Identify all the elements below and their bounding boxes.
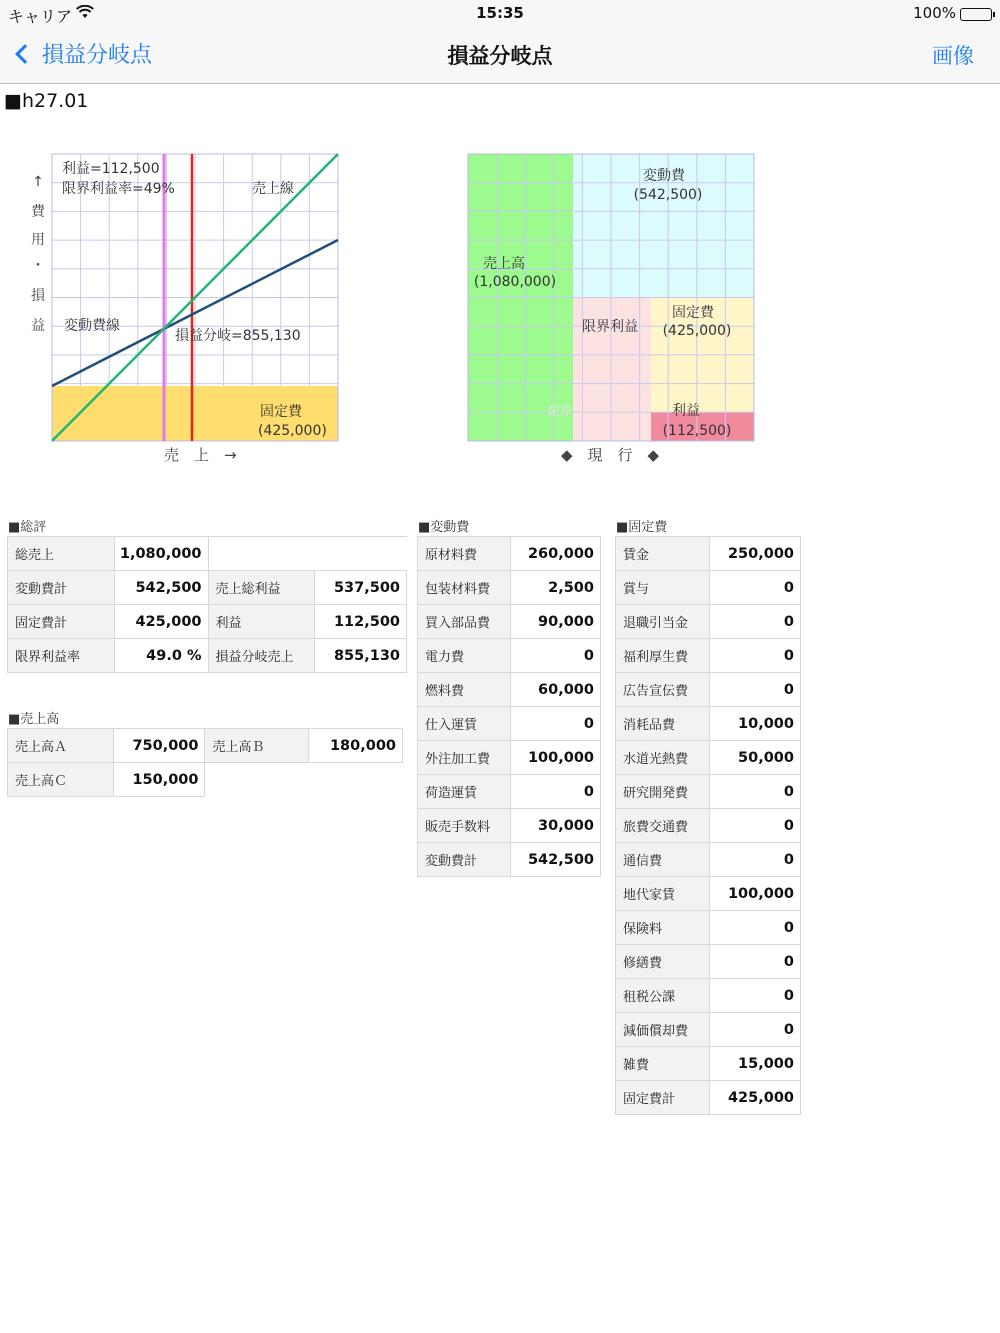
fixed-cost-label: 固定費 — [672, 305, 714, 321]
row-value: 0 — [710, 979, 801, 1013]
row-label: 広告宣伝費 — [616, 673, 710, 707]
table-row — [616, 877, 801, 911]
row-value: 0 — [511, 775, 601, 809]
row-value: 0 — [710, 843, 801, 877]
table-row — [616, 1013, 801, 1047]
row-label: 買入部品費 — [418, 605, 511, 639]
row-value: 855,130 — [315, 639, 407, 673]
table-row — [616, 911, 801, 945]
sales-line-label: 売上線 — [252, 181, 294, 197]
back-button-label: 損益分岐点 — [42, 43, 153, 68]
sales-label: 売上高 — [483, 256, 525, 272]
variable-cost-line-label: 変動費線 — [64, 318, 120, 334]
table-row — [8, 639, 407, 673]
row-value: 0 — [710, 945, 801, 979]
summary-table — [7, 536, 407, 673]
row-label: 固定費計 — [616, 1081, 710, 1115]
row-label: 研究開発費 — [616, 775, 710, 809]
row-value: 425,000 — [710, 1081, 801, 1115]
row-label: 仕入運賃 — [418, 707, 511, 741]
faint-margin-label: 限界 — [547, 404, 573, 418]
breakeven-annotation: 損益分岐=855,130 — [175, 328, 301, 344]
profit-value: (112,500) — [662, 423, 732, 439]
row-label: 減価償却費 — [616, 1013, 710, 1047]
row-label: 変動費計 — [418, 843, 511, 877]
row-label: 電力費 — [418, 639, 511, 673]
row-value: 2,500 — [511, 571, 601, 605]
table-row — [616, 1047, 801, 1081]
sales-table — [7, 728, 403, 797]
table-row — [418, 809, 601, 843]
margin-label: 限界利益 — [582, 319, 638, 335]
sales-b-value: 180,000 — [309, 729, 403, 763]
table-row — [616, 707, 801, 741]
period-label: ■h27.01 — [4, 90, 89, 112]
row-label: 地代家賃 — [616, 877, 710, 911]
table-row — [616, 605, 801, 639]
total-sales-value: 1,080,000 — [114, 537, 208, 571]
row-label: 固定費計 — [8, 605, 115, 639]
fixed-cost-label: 固定費 — [260, 404, 302, 420]
battery-icon — [960, 8, 992, 21]
row-label: 燃料費 — [418, 673, 511, 707]
row-label: 通信費 — [616, 843, 710, 877]
variable-cost-label: 変動費 — [643, 168, 685, 184]
sales-a-label: 売上高Ａ — [8, 729, 114, 763]
row-label: 包装材料費 — [418, 571, 511, 605]
table-row — [616, 1081, 801, 1115]
sales-c-label: 売上高Ｃ — [8, 763, 114, 797]
sales-a-value: 750,000 — [113, 729, 205, 763]
table-row — [8, 763, 403, 797]
row-label: 賞与 — [616, 571, 710, 605]
variable-cost-value: (542,500) — [633, 187, 703, 203]
row-label: 販売手数料 — [418, 809, 511, 843]
row-label: 売上総利益 — [208, 571, 315, 605]
row-value: 542,500 — [511, 843, 601, 877]
y-axis-label-char: 用 — [31, 232, 45, 248]
y-axis-label — [31, 174, 46, 334]
row-label: 修繕費 — [616, 945, 710, 979]
row-value: 100,000 — [511, 741, 601, 775]
row-label: 損益分岐売上 — [208, 639, 315, 673]
row-value: 90,000 — [511, 605, 601, 639]
sales-section-label: ■売上高 — [8, 712, 60, 727]
row-value: 0 — [710, 571, 801, 605]
sales-b-label: 売上高Ｂ — [205, 729, 309, 763]
clock: 15:35 — [476, 4, 524, 22]
cost-composition-chart — [460, 140, 770, 470]
fixed-costs-table — [615, 536, 801, 1115]
x-axis-label: 売 上 → — [164, 446, 237, 464]
row-value: 0 — [710, 911, 801, 945]
row-label: 荷造運賃 — [418, 775, 511, 809]
row-label: 福利厚生費 — [616, 639, 710, 673]
table-row — [418, 537, 601, 571]
fixed-cost-value: (425,000) — [258, 423, 327, 439]
profit-annotation: 利益=112,500 — [62, 161, 160, 177]
total-sales-label: 総売上 — [8, 537, 115, 571]
table-row — [418, 571, 601, 605]
table-row — [616, 537, 801, 571]
table-row — [616, 673, 801, 707]
table-row — [616, 945, 801, 979]
row-value: 425,000 — [114, 605, 208, 639]
row-value: 250,000 — [710, 537, 801, 571]
y-axis-label-char: 損 — [31, 288, 45, 304]
row-label: 退職引当金 — [616, 605, 710, 639]
row-value: 260,000 — [511, 537, 601, 571]
variable-costs-table — [417, 536, 601, 877]
fixed-cost-value: (425,000) — [662, 323, 732, 339]
table-row — [418, 639, 601, 673]
row-label: 変動費計 — [8, 571, 115, 605]
variable-costs-section-label: ■変動費 — [418, 520, 470, 535]
row-label: 保険料 — [616, 911, 710, 945]
table-row — [616, 741, 801, 775]
row-value: 50,000 — [710, 741, 801, 775]
row-label: 水道光熱費 — [616, 741, 710, 775]
table-row — [616, 571, 801, 605]
battery-percentage: 100% — [913, 4, 956, 22]
row-value: 542,500 — [114, 571, 208, 605]
sales-c-value: 150,000 — [113, 763, 205, 797]
x-axis-label: ◆ 現 行 ◆ — [560, 446, 660, 464]
table-row — [418, 741, 601, 775]
navigation-bar — [0, 28, 1000, 84]
table-row — [8, 605, 407, 639]
row-value: 112,500 — [315, 605, 407, 639]
margin-rate-annotation: 限界利益率=49% — [62, 181, 175, 197]
y-axis-label-char: ・ — [31, 258, 45, 274]
table-row — [8, 571, 407, 605]
summary-section-label: ■総評 — [8, 520, 47, 535]
row-label: 旅費交通費 — [616, 809, 710, 843]
table-row — [418, 673, 601, 707]
row-value: 0 — [710, 605, 801, 639]
row-value: 0 — [710, 639, 801, 673]
table-row — [418, 843, 601, 877]
row-value: 100,000 — [710, 877, 801, 911]
row-value: 49.0 % — [114, 639, 208, 673]
row-label: 外注加工費 — [418, 741, 511, 775]
row-label: 消耗品費 — [616, 707, 710, 741]
row-value: 0 — [710, 1013, 801, 1047]
row-value: 30,000 — [511, 809, 601, 843]
y-axis-label-char: 益 — [31, 318, 45, 334]
fixed-costs-section-label: ■固定費 — [616, 520, 668, 535]
table-row — [8, 729, 403, 763]
profit-label: 利益 — [672, 403, 700, 419]
row-label: 租税公課 — [616, 979, 710, 1013]
y-axis-label-char: 費 — [31, 204, 45, 220]
table-row — [616, 979, 801, 1013]
row-label: 限界利益率 — [8, 639, 115, 673]
row-value: 0 — [710, 809, 801, 843]
row-value: 0 — [710, 775, 801, 809]
carrier-label: キャリア — [8, 7, 73, 26]
row-value: 60,000 — [511, 673, 601, 707]
row-label: 雑費 — [616, 1047, 710, 1081]
table-row — [616, 775, 801, 809]
row-label: 賃金 — [616, 537, 710, 571]
table-row — [616, 809, 801, 843]
page-title: 損益分岐点 — [447, 44, 553, 68]
table-row — [418, 775, 601, 809]
row-label: 原材料費 — [418, 537, 511, 571]
row-value: 15,000 — [710, 1047, 801, 1081]
row-value: 10,000 — [710, 707, 801, 741]
row-value: 537,500 — [315, 571, 407, 605]
status-bar — [0, 0, 1000, 28]
row-value: 0 — [511, 707, 601, 741]
row-label: 利益 — [208, 605, 315, 639]
table-row — [418, 707, 601, 741]
y-axis-label-char: ↑ — [32, 174, 44, 190]
sales-value: (1,080,000) — [473, 274, 557, 290]
table-row — [616, 843, 801, 877]
image-button[interactable]: 画像 — [932, 44, 974, 68]
row-value: 0 — [710, 673, 801, 707]
table-row — [418, 605, 601, 639]
table-row — [8, 537, 407, 571]
table-row — [616, 639, 801, 673]
row-value: 0 — [511, 639, 601, 673]
breakeven-line-chart — [20, 140, 350, 470]
